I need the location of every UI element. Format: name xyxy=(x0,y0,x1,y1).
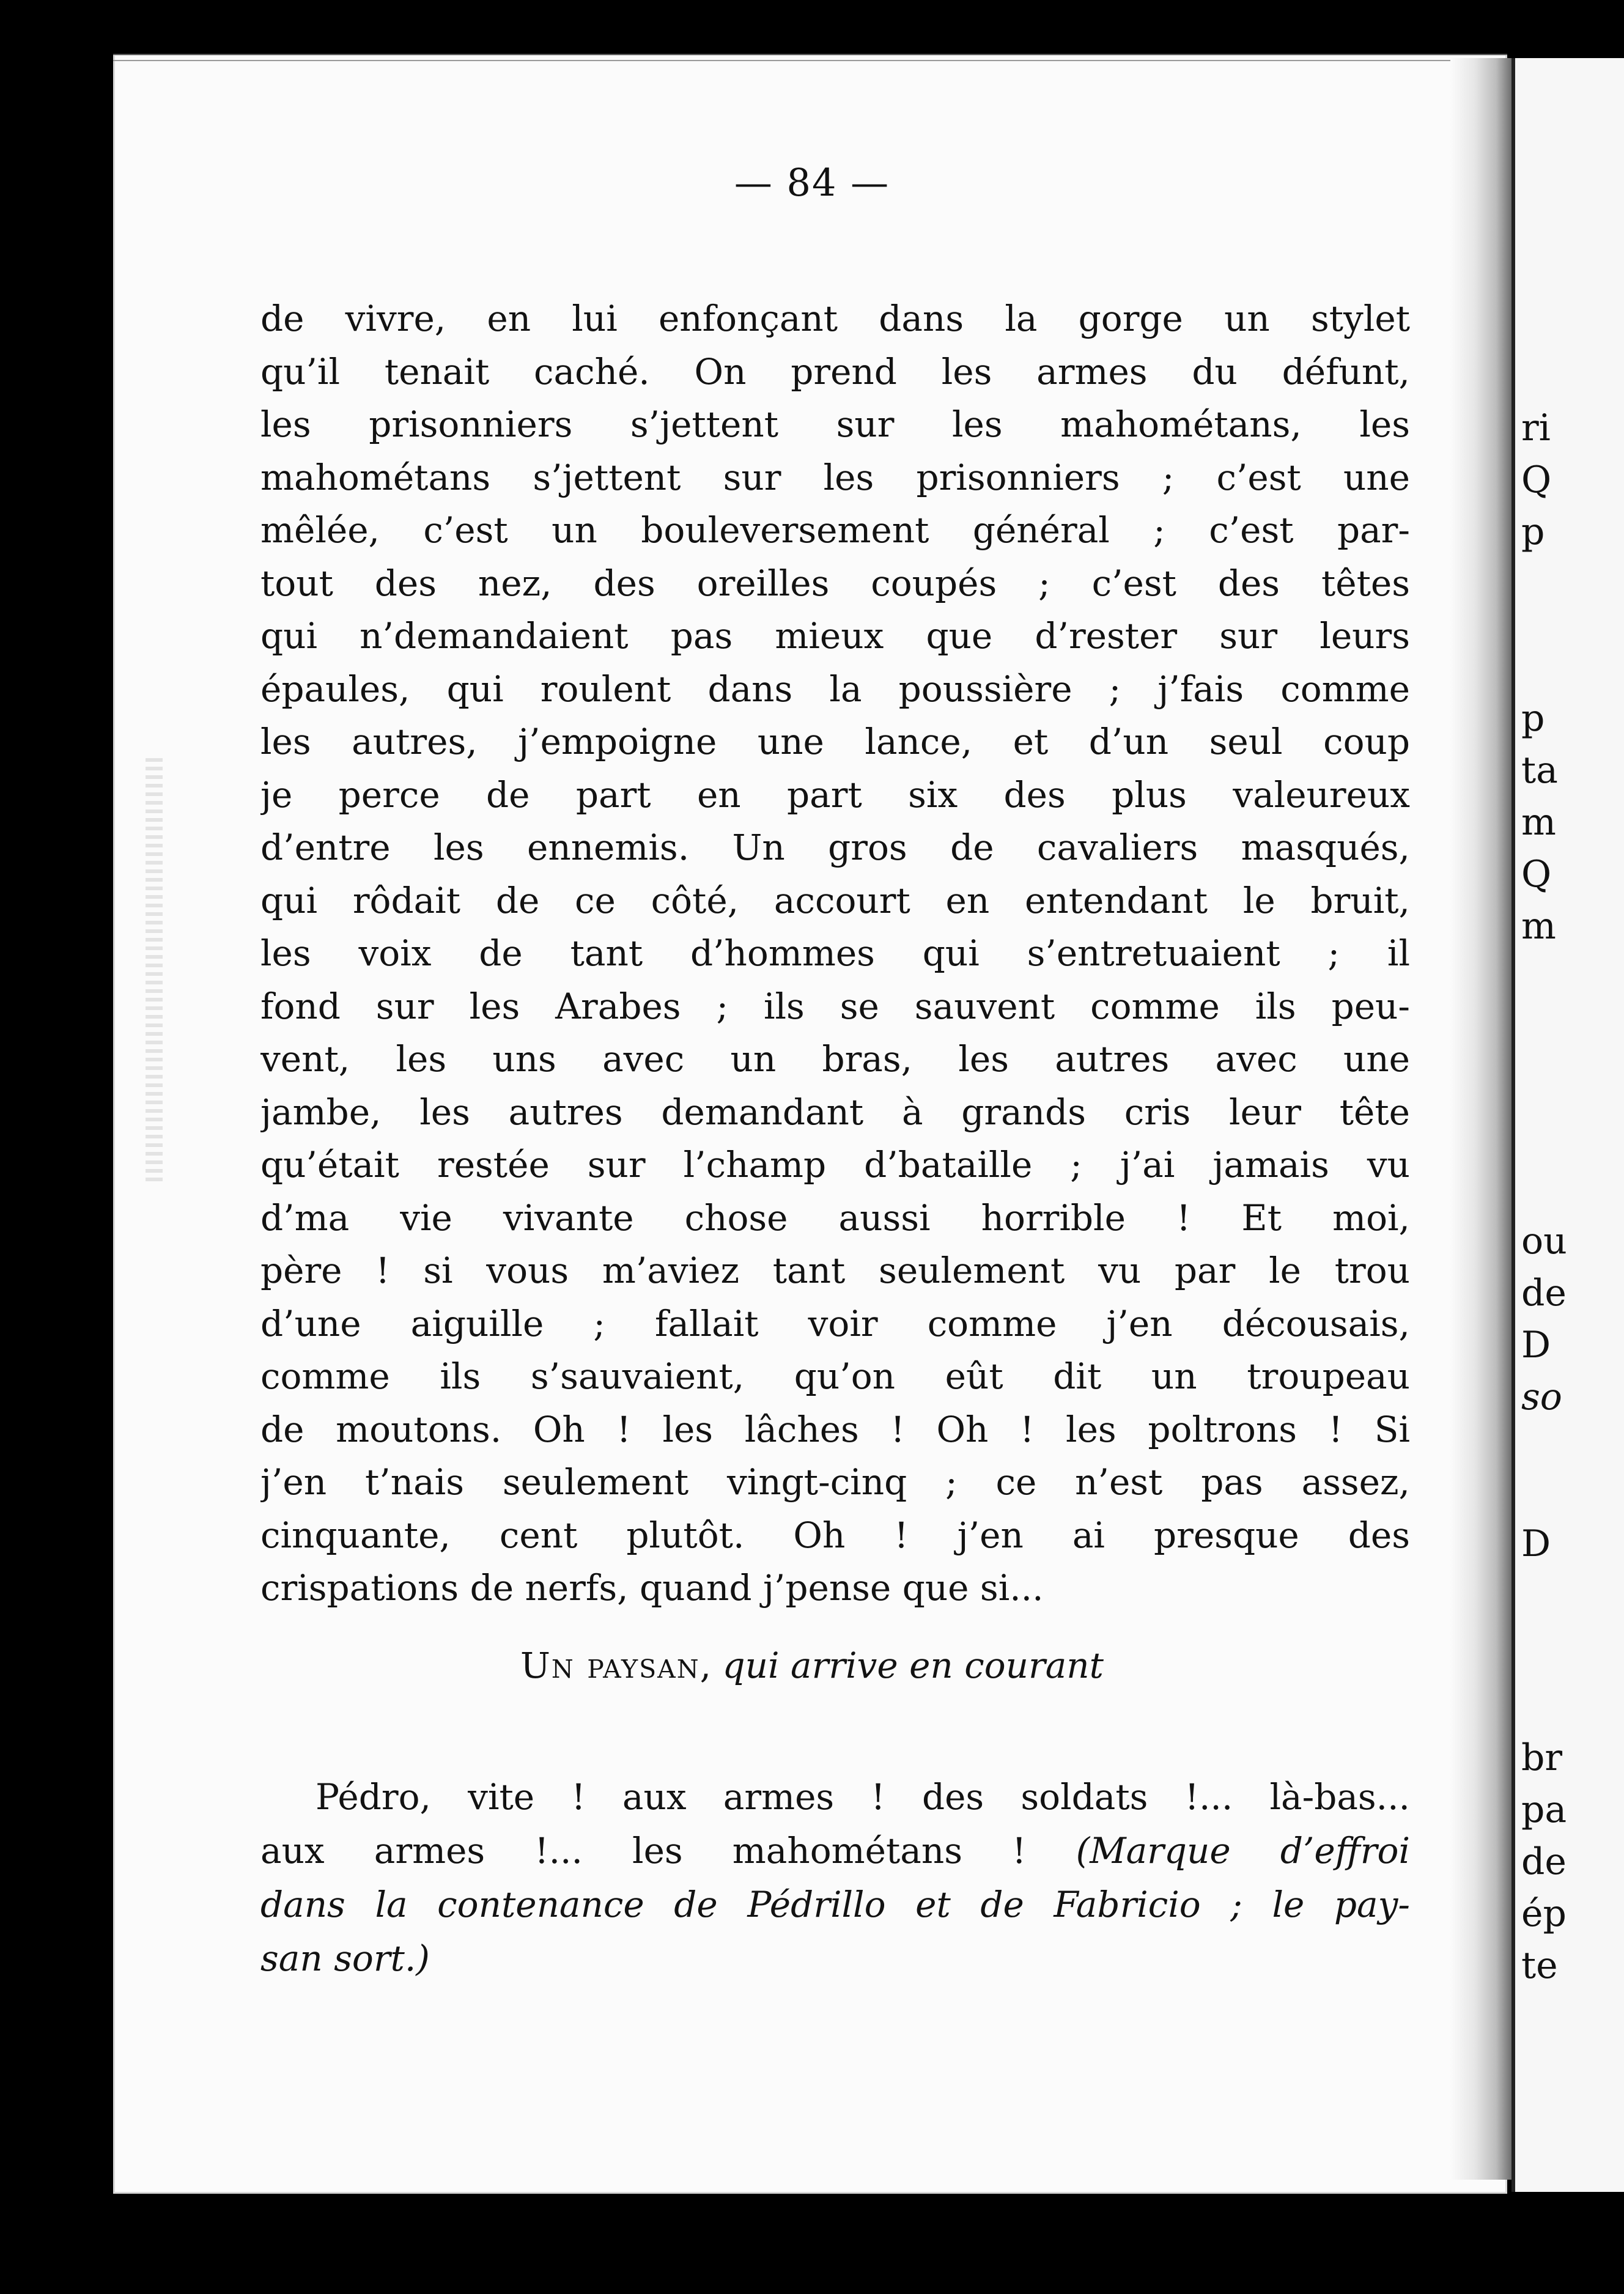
next-page-fragment: de xyxy=(1521,1840,1567,1883)
next-page-fragment: ta xyxy=(1521,749,1558,792)
text-line: je perce de part en part six des plus valeureux xyxy=(260,773,1410,816)
next-page-fragment: br xyxy=(1521,1736,1563,1779)
text-line: les voix de tant d’hommes qui s’entretuaient ; il xyxy=(260,932,1410,974)
text-line: qui rôdait de ce côté, accourt en entendant le bruit, xyxy=(260,879,1410,921)
text-line: j’en t’nais seulement vingt-cinq ; ce n’est pas assez, xyxy=(260,1461,1410,1503)
next-page-fragment: Q xyxy=(1521,853,1552,896)
speaker-direction: qui arrive en courant xyxy=(722,1645,1104,1686)
next-page-fragment: pa xyxy=(1521,1788,1567,1831)
gutter-shadow xyxy=(1450,58,1511,2180)
speech-block xyxy=(260,1770,1410,1985)
text-line: père ! si vous m’aviez tant seulement vu par le trou xyxy=(260,1250,1410,1291)
speech-line: Pédro, vite ! aux armes ! des soldats !... là-bas... xyxy=(316,1776,1410,1818)
next-page-fragment: D xyxy=(1521,1522,1551,1565)
speech-text: aux armes !... les mahométans ! xyxy=(260,1830,1027,1872)
next-page-fragment: D xyxy=(1521,1324,1551,1366)
next-page-fragment: ou xyxy=(1521,1220,1567,1263)
stage-direction-line: dans la contenance de Pédrillo et de Fabricio ; le pay- xyxy=(260,1884,1410,1925)
next-page-fragment: p xyxy=(1521,697,1545,740)
next-page-fragment: so xyxy=(1521,1376,1562,1418)
text-line: qui n’demandaient pas mieux que d’rester sur leurs xyxy=(260,615,1410,657)
speaker-name: Un paysan xyxy=(520,1645,700,1686)
next-page-fragment: de xyxy=(1521,1272,1567,1315)
next-page-fragment: m xyxy=(1521,801,1556,844)
next-page-fragment: te xyxy=(1521,1944,1558,1987)
text-line: d’une aiguille ; fallait voir comme j’en décousais, xyxy=(260,1302,1410,1344)
text-line: tout des nez, des oreilles coupés ; c’est des têtes xyxy=(260,562,1410,604)
text-line: fond sur les Arabes ; ils se sauvent comme ils peu- xyxy=(260,985,1410,1027)
next-page-fragment: m xyxy=(1521,905,1556,948)
text-line: de moutons. Oh ! les lâches ! Oh ! les poltrons ! Si xyxy=(260,1408,1410,1450)
text-line: mahométans s’jettent sur les prisonniers ; c’est une xyxy=(260,456,1410,498)
text-line: de vivre, en lui enfonçant dans la gorge un stylet xyxy=(260,298,1410,339)
next-page-edge xyxy=(1511,58,1624,2192)
text-line: cinquante, cent plutôt. Oh ! j’en ai presque des xyxy=(260,1514,1410,1556)
text-line: jambe, les autres demandant à grands cris leur tête xyxy=(260,1091,1410,1133)
next-page-fragment: p xyxy=(1521,511,1545,553)
next-page-fragment: Q xyxy=(1521,459,1552,501)
text-line: les autres, j’empoigne une lance, et d’un seul coup xyxy=(260,721,1410,762)
text-line: qu’était restée sur l’champ d’bataille ; j’ai jamais vu xyxy=(260,1144,1410,1186)
text-line: vent, les uns avec un bras, les autres avec une xyxy=(260,1038,1410,1080)
page-number: — 84 — xyxy=(734,160,890,205)
speech-line xyxy=(260,1824,1410,1878)
text-line: qu’il tenait caché. On prend les armes du défunt, xyxy=(260,350,1410,393)
body-text xyxy=(260,292,1410,1615)
text-line: crispations de nerfs, quand j’pense que si... xyxy=(260,1567,1044,1609)
text-line: d’ma vie vivante chose aussi horrible ! Et moi, xyxy=(260,1197,1410,1239)
text-line: les prisonniers s’jettent sur les mahométans, les xyxy=(260,404,1410,445)
speaker-heading xyxy=(0,1645,1624,1686)
next-page-fragment: ép xyxy=(1521,1892,1567,1935)
text-line: épaules, qui roulent dans la poussière ; j’fais comme xyxy=(260,668,1410,710)
stage-direction-line: san sort.) xyxy=(260,1938,430,1979)
speaker-separator: , xyxy=(699,1645,712,1686)
text-line: d’entre les ennemis. Un gros de cavaliers masqués, xyxy=(260,827,1410,868)
stage-direction: (Marque d’effroi xyxy=(1076,1830,1410,1872)
text-line: mêlée, c’est un bouleversement général ; c’est par- xyxy=(260,509,1410,551)
next-page-fragment: ri xyxy=(1521,407,1551,449)
text-line: comme ils s’sauvaient, qu’on eût dit un troupeau xyxy=(260,1355,1410,1397)
margin-bleed-marks xyxy=(146,758,163,1186)
